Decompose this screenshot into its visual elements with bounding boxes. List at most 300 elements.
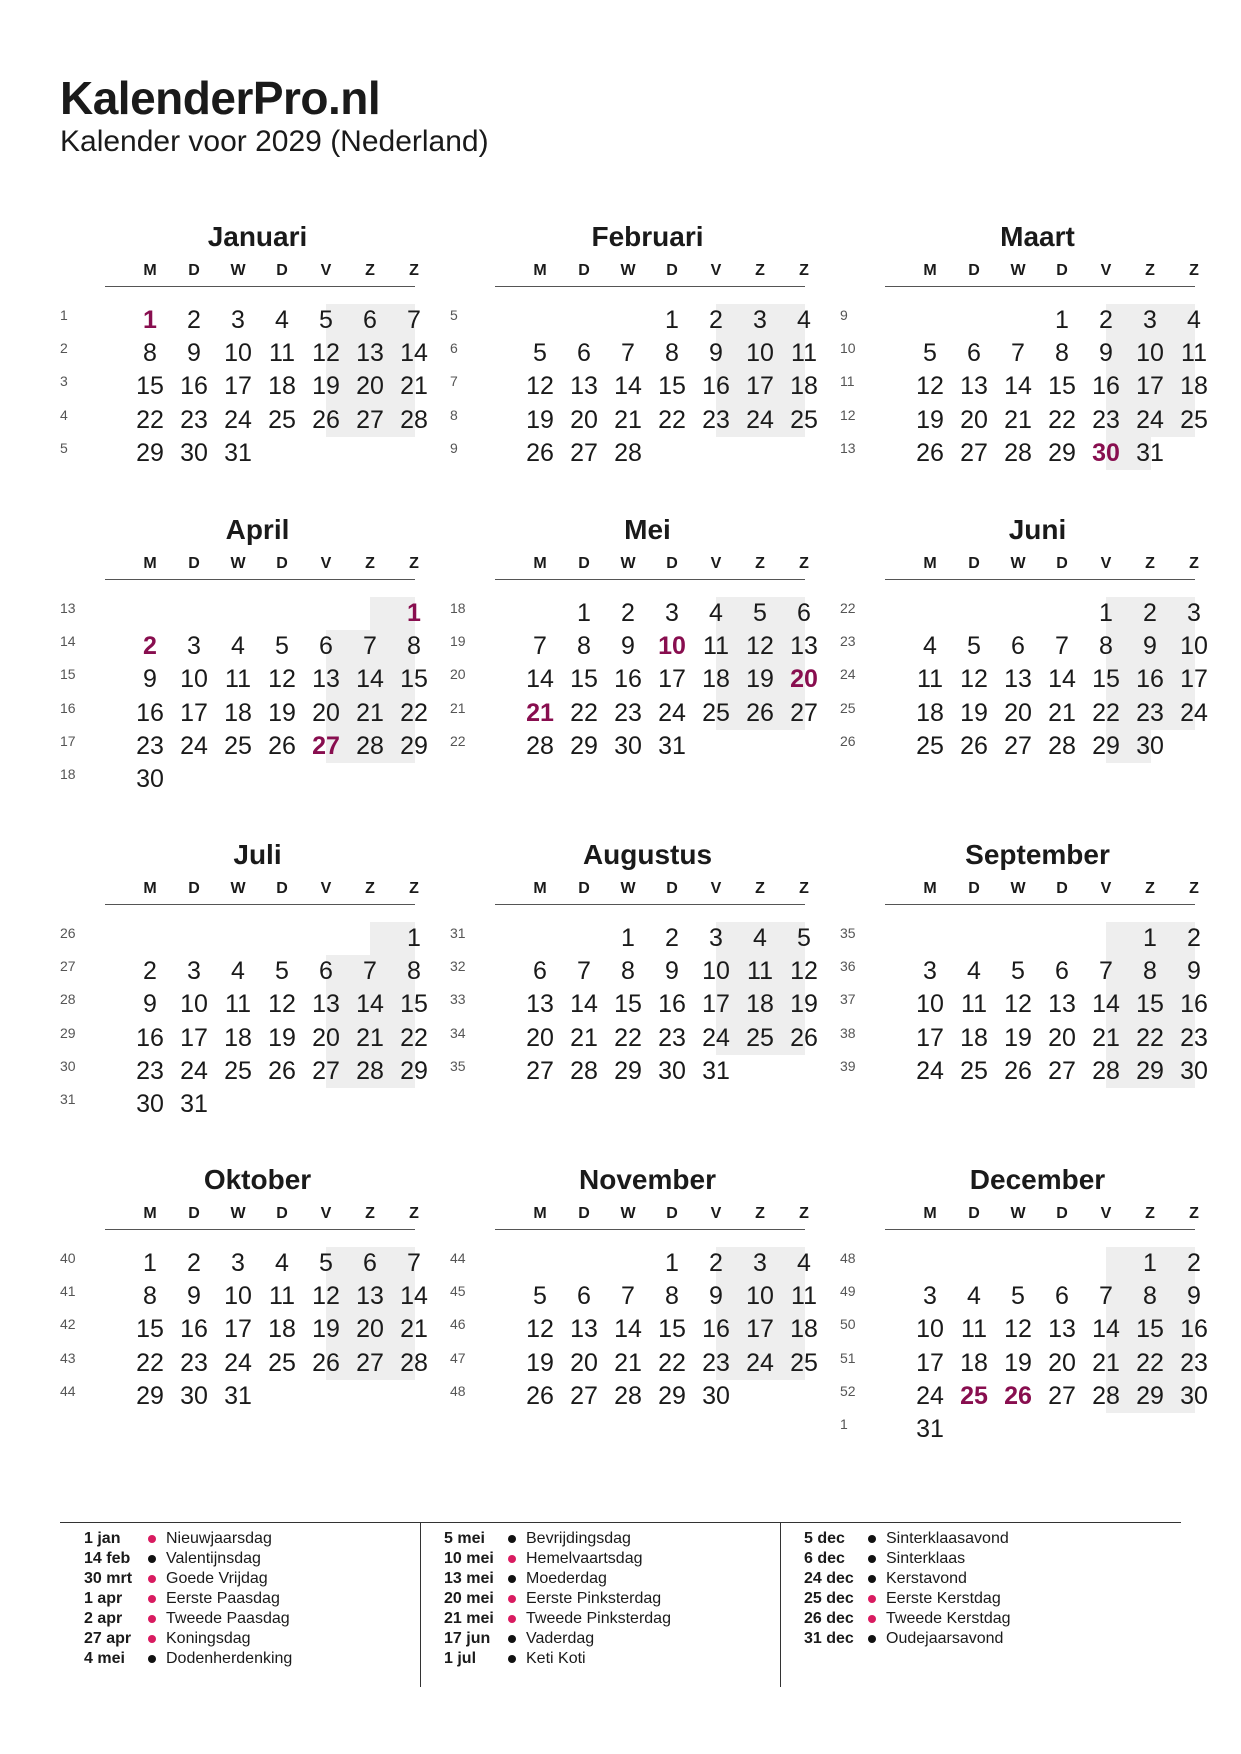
header-rule	[105, 286, 415, 287]
legend-name: Keti Koti	[526, 1650, 586, 1667]
day-cell: 18	[1180, 372, 1208, 401]
day-cell: 25	[268, 405, 296, 434]
weekday-header: D	[578, 1205, 590, 1222]
observance-dot-icon	[508, 1655, 516, 1663]
month-name: November	[579, 1164, 716, 1195]
day-cell: 22	[136, 1348, 164, 1377]
legend-date: 5 mei	[444, 1530, 485, 1547]
week-number: 32	[450, 958, 466, 975]
day-cell: 10	[1180, 632, 1208, 661]
day-cell: 5	[533, 1282, 547, 1311]
day-cell: 10	[916, 990, 944, 1019]
month-name: Oktober	[203, 1164, 312, 1195]
day-cell: 20	[790, 665, 818, 694]
day-cell: 4	[753, 924, 767, 952]
day-cell: 26	[1004, 1056, 1032, 1085]
day-cell: 16	[1136, 665, 1164, 694]
day-cell: 5	[533, 339, 547, 368]
day-cell: 4	[967, 957, 981, 986]
weekday-header: V	[320, 880, 332, 897]
day-cell: 4	[797, 1249, 811, 1277]
day-cell: 28	[1092, 1381, 1120, 1410]
day-cell: 14	[614, 1315, 642, 1344]
legend-item	[60, 1589, 400, 1609]
day-cell: 9	[709, 339, 723, 368]
day-cell: 6	[577, 339, 591, 368]
observance-dot-icon	[148, 1555, 156, 1563]
day-cell: 3	[665, 599, 679, 627]
header-rule	[105, 579, 415, 580]
day-cell: 3	[709, 924, 723, 952]
day-cell: 29	[1136, 1381, 1164, 1410]
month-name: December	[969, 1164, 1106, 1195]
weekday-header: D	[188, 555, 200, 572]
weekday-header: V	[710, 1205, 722, 1222]
day-cell: 13	[312, 990, 340, 1019]
day-cell: 23	[702, 1348, 730, 1377]
day-cell: 3	[187, 957, 201, 986]
weekday-header: D	[276, 555, 288, 572]
day-cell: 1	[665, 306, 679, 334]
day-cell: 8	[577, 632, 591, 661]
week-number: 27	[60, 958, 76, 975]
day-cell: 19	[268, 698, 296, 727]
day-cell: 29	[570, 731, 598, 760]
day-cell: 16	[702, 1315, 730, 1344]
weekday-header: M	[143, 555, 157, 572]
day-cell: 15	[1136, 1315, 1164, 1344]
day-cell: 26	[268, 1056, 296, 1085]
legend-date: 1 jan	[84, 1530, 121, 1547]
week-number: 11	[840, 373, 855, 390]
day-cell: 13	[356, 339, 384, 368]
legend-name: Valentijnsdag	[166, 1550, 261, 1567]
weekday-header: W	[620, 880, 636, 897]
legend-date: 14 feb	[84, 1550, 131, 1567]
weekday-header: W	[1010, 555, 1026, 572]
week-number: 42	[60, 1316, 76, 1333]
header-rule	[885, 1229, 1195, 1230]
day-cell: 19	[268, 1023, 296, 1052]
day-cell: 25	[1180, 405, 1208, 434]
weekday-header: V	[710, 555, 722, 572]
day-cell: 28	[356, 1056, 384, 1085]
day-cell: 8	[1143, 1282, 1157, 1311]
day-cell: 16	[180, 372, 208, 401]
day-cell: 26	[790, 1023, 818, 1052]
month-block	[840, 839, 1208, 1143]
day-cell: 26	[312, 405, 340, 434]
day-cell: 30	[614, 731, 642, 760]
day-cell: 5	[753, 599, 767, 627]
week-number: 5	[60, 439, 68, 456]
week-number: 5	[450, 307, 458, 323]
day-cell: 2	[665, 924, 679, 952]
day-cell: 25	[224, 731, 252, 760]
day-cell: 20	[570, 405, 598, 434]
public-holiday-dot-icon	[148, 1635, 156, 1643]
week-number: 24	[840, 666, 856, 683]
weekday-header: V	[320, 1205, 332, 1222]
month-block	[60, 514, 428, 818]
weekday-header: D	[1056, 1205, 1068, 1222]
day-cell: 20	[356, 372, 384, 401]
week-number: 20	[450, 666, 466, 683]
day-cell: 24	[1180, 698, 1208, 727]
day-cell: 4	[275, 1249, 289, 1277]
day-cell: 13	[1048, 990, 1076, 1019]
day-cell: 16	[1180, 1315, 1208, 1344]
week-number: 31	[60, 1091, 76, 1107]
day-cell: 21	[526, 698, 554, 727]
legend-item	[60, 1569, 400, 1589]
day-cell: 5	[319, 306, 333, 334]
day-cell: 19	[960, 698, 988, 727]
day-cell: 24	[224, 405, 252, 434]
day-cell: 15	[1092, 665, 1120, 694]
day-cell: 22	[1048, 405, 1076, 434]
day-cell: 18	[960, 1023, 988, 1052]
legend-column	[780, 1529, 1120, 1649]
day-cell: 4	[797, 306, 811, 334]
day-cell: 19	[790, 990, 818, 1019]
day-cell: 13	[1004, 665, 1032, 694]
legend-item	[60, 1629, 400, 1649]
legend-date: 24 dec	[804, 1570, 854, 1587]
day-cell: 5	[1011, 957, 1025, 986]
month-block	[450, 221, 818, 525]
legend-item	[420, 1589, 760, 1609]
day-cell: 18	[960, 1348, 988, 1377]
day-cell: 3	[231, 306, 245, 334]
day-cell: 26	[746, 698, 774, 727]
day-cell: 15	[400, 990, 428, 1019]
legend-name: Hemelvaartsdag	[526, 1550, 643, 1567]
day-cell: 11	[791, 1282, 817, 1311]
weekday-header: Z	[1189, 262, 1199, 279]
week-number: 35	[840, 925, 856, 941]
day-cell: 17	[224, 1315, 252, 1344]
day-cell: 14	[526, 665, 554, 694]
weekday-header: D	[1056, 262, 1068, 279]
month-block	[450, 1164, 818, 1468]
day-cell: 8	[143, 1282, 157, 1311]
week-number: 1	[60, 307, 68, 323]
day-cell: 29	[136, 438, 164, 467]
weekday-header: Z	[365, 262, 375, 279]
week-number: 13	[840, 439, 856, 456]
day-cell: 11	[703, 632, 729, 661]
weekday-header: Z	[1145, 555, 1155, 572]
day-cell: 17	[658, 665, 686, 694]
legend-item	[420, 1629, 760, 1649]
day-cell: 21	[570, 1023, 598, 1052]
week-number: 40	[60, 1250, 76, 1266]
day-cell: 2	[709, 306, 723, 334]
weekday-header: Z	[755, 880, 765, 897]
observance-dot-icon	[508, 1575, 516, 1583]
day-cell: 12	[916, 372, 944, 401]
weekday-header: D	[968, 262, 980, 279]
weekday-header: Z	[365, 555, 375, 572]
week-number: 39	[840, 1057, 856, 1074]
day-cell: 31	[180, 1090, 208, 1118]
day-cell: 24	[658, 698, 686, 727]
week-number: 7	[450, 373, 458, 390]
weekday-header: D	[276, 880, 288, 897]
day-cell: 5	[275, 632, 289, 661]
day-cell: 7	[363, 957, 377, 986]
day-cell: 28	[1004, 438, 1032, 467]
week-number: 8	[450, 406, 458, 423]
month-name: Augustus	[582, 839, 713, 870]
day-cell: 17	[180, 698, 208, 727]
legend-name: Tweede Paasdag	[166, 1610, 290, 1627]
day-cell: 5	[923, 339, 937, 368]
weekday-header: V	[1100, 262, 1112, 279]
legend-name: Kerstavond	[886, 1570, 967, 1587]
weekday-header: Z	[1145, 880, 1155, 897]
day-cell: 22	[1136, 1348, 1164, 1377]
day-cell: 22	[658, 405, 686, 434]
week-number: 43	[60, 1349, 76, 1366]
observance-dot-icon	[868, 1555, 876, 1563]
weekday-header: M	[533, 880, 547, 897]
week-number: 22	[450, 732, 466, 749]
month-block	[60, 839, 428, 1143]
day-cell: 23	[1180, 1348, 1208, 1377]
weekday-header: W	[230, 555, 246, 572]
day-cell: 28	[614, 1381, 642, 1410]
day-cell: 14	[356, 665, 384, 694]
day-cell: 21	[356, 698, 384, 727]
day-cell: 13	[960, 372, 988, 401]
day-cell: 17	[1136, 372, 1164, 401]
weekday-header: W	[620, 1205, 636, 1222]
day-cell: 4	[275, 306, 289, 334]
day-cell: 23	[658, 1023, 686, 1052]
weekday-header: Z	[799, 1205, 809, 1222]
day-cell: 13	[790, 632, 818, 661]
weekday-header: D	[276, 1205, 288, 1222]
day-cell: 18	[746, 990, 774, 1019]
day-cell: 10	[916, 1315, 944, 1344]
week-number: 34	[450, 1024, 466, 1041]
day-cell: 31	[658, 731, 686, 760]
day-cell: 14	[1048, 665, 1076, 694]
day-cell: 23	[1180, 1023, 1208, 1052]
day-cell: 9	[143, 665, 157, 694]
day-cell: 4	[967, 1282, 981, 1311]
day-cell: 3	[231, 1249, 245, 1277]
weekday-header: Z	[1189, 880, 1199, 897]
legend-date: 21 mei	[444, 1610, 494, 1627]
month-name: Maart	[1000, 221, 1075, 252]
day-cell: 18	[268, 1315, 296, 1344]
day-cell: 11	[961, 1315, 987, 1344]
month-name: Juni	[1008, 514, 1067, 545]
month-name: Mei	[624, 514, 671, 545]
weekday-header: D	[578, 262, 590, 279]
day-cell: 12	[1004, 1315, 1032, 1344]
day-cell: 16	[614, 665, 642, 694]
legend-name: Moederdag	[526, 1570, 607, 1587]
weekday-header: M	[143, 880, 157, 897]
day-cell: 24	[746, 1348, 774, 1377]
day-cell: 7	[621, 339, 635, 368]
day-cell: 11	[961, 990, 987, 1019]
day-cell: 29	[400, 1056, 428, 1085]
day-cell: 6	[577, 1282, 591, 1311]
weekday-header: V	[1100, 555, 1112, 572]
day-cell: 3	[753, 1249, 767, 1277]
day-cell: 1	[143, 306, 157, 334]
day-cell: 2	[187, 306, 201, 334]
day-cell: 7	[533, 632, 547, 661]
day-cell: 5	[967, 632, 981, 661]
week-number: 26	[60, 925, 76, 941]
weekday-header: Z	[1145, 1205, 1155, 1222]
week-number: 9	[840, 307, 848, 323]
day-cell: 11	[747, 957, 773, 986]
weekday-header: Z	[755, 1205, 765, 1222]
day-cell: 5	[319, 1249, 333, 1277]
day-cell: 23	[614, 698, 642, 727]
legend-name: Eerste Kerstdag	[886, 1590, 1001, 1607]
day-cell: 26	[960, 731, 988, 760]
observance-dot-icon	[868, 1535, 876, 1543]
day-cell: 25	[960, 1381, 988, 1410]
day-cell: 3	[1187, 599, 1201, 627]
observance-dot-icon	[868, 1635, 876, 1643]
month-name: Januari	[207, 221, 308, 252]
day-cell: 13	[526, 990, 554, 1019]
legend-name: Eerste Paasdag	[166, 1590, 280, 1607]
observance-dot-icon	[148, 1655, 156, 1663]
day-cell: 19	[312, 1315, 340, 1344]
legend-item	[60, 1649, 400, 1669]
day-cell: 15	[400, 665, 428, 694]
day-cell: 14	[1092, 990, 1120, 1019]
week-number: 51	[840, 1349, 856, 1366]
day-cell: 2	[709, 1249, 723, 1277]
day-cell: 1	[143, 1249, 157, 1277]
day-cell: 2	[1187, 1249, 1201, 1277]
day-cell: 28	[1048, 731, 1076, 760]
day-cell: 6	[1055, 957, 1069, 986]
weekday-header: Z	[799, 555, 809, 572]
day-cell: 7	[407, 306, 421, 334]
day-cell: 3	[1143, 306, 1157, 334]
public-holiday-dot-icon	[148, 1595, 156, 1603]
day-cell: 30	[1092, 438, 1120, 467]
legend-item	[780, 1549, 1120, 1569]
legend-date: 26 dec	[804, 1610, 854, 1627]
site-title: KalenderPro.nl	[60, 72, 381, 124]
legend-item	[780, 1589, 1120, 1609]
day-cell: 7	[1099, 1282, 1113, 1311]
day-cell: 25	[790, 405, 818, 434]
day-cell: 15	[570, 665, 598, 694]
day-cell: 27	[356, 405, 384, 434]
public-holiday-dot-icon	[508, 1615, 516, 1623]
weekday-header: W	[620, 262, 636, 279]
day-cell: 27	[312, 1056, 340, 1085]
weekday-header: M	[143, 262, 157, 279]
day-cell: 8	[407, 632, 421, 661]
weekday-header: M	[923, 262, 937, 279]
day-cell: 19	[916, 405, 944, 434]
day-cell: 9	[1187, 1282, 1201, 1311]
day-cell: 20	[570, 1348, 598, 1377]
day-cell: 17	[916, 1348, 944, 1377]
week-number: 25	[840, 699, 856, 716]
legend-item	[780, 1529, 1120, 1549]
day-cell: 9	[143, 990, 157, 1019]
legend-date: 30 mrt	[84, 1570, 133, 1587]
day-cell: 25	[268, 1348, 296, 1377]
day-cell: 10	[1136, 339, 1164, 368]
week-number: 22	[840, 600, 856, 616]
day-cell: 15	[658, 372, 686, 401]
day-cell: 1	[621, 924, 635, 952]
day-cell: 8	[621, 957, 635, 986]
day-cell: 3	[923, 1282, 937, 1311]
header-rule	[495, 286, 805, 287]
legend-item	[60, 1609, 400, 1629]
weekday-header: D	[666, 880, 678, 897]
day-cell: 19	[312, 372, 340, 401]
legend-date: 6 dec	[804, 1550, 845, 1567]
weekday-header: D	[968, 555, 980, 572]
weekday-header: Z	[409, 880, 419, 897]
day-cell: 7	[1099, 957, 1113, 986]
weekday-header: W	[230, 1205, 246, 1222]
week-number: 16	[60, 699, 76, 716]
week-number: 9	[450, 439, 458, 456]
month-block	[840, 221, 1208, 525]
legend-item	[420, 1569, 760, 1589]
header-rule	[885, 904, 1195, 905]
legend-name: Tweede Kerstdag	[886, 1610, 1011, 1627]
day-cell: 23	[136, 731, 164, 760]
day-cell: 27	[1048, 1381, 1076, 1410]
week-number: 36	[840, 958, 856, 975]
week-number: 2	[60, 340, 68, 357]
week-number: 37	[840, 991, 856, 1008]
day-cell: 13	[312, 665, 340, 694]
day-cell: 8	[407, 957, 421, 986]
day-cell: 25	[916, 731, 944, 760]
day-cell: 13	[570, 1315, 598, 1344]
legend-item	[780, 1569, 1120, 1589]
weekday-header: W	[230, 262, 246, 279]
day-cell: 11	[225, 665, 251, 694]
week-number: 10	[840, 340, 856, 357]
legend-name: Goede Vrijdag	[166, 1570, 268, 1587]
weekday-header: V	[710, 880, 722, 897]
weekday-header: Z	[365, 880, 375, 897]
day-cell: 16	[136, 698, 164, 727]
day-cell: 3	[187, 632, 201, 661]
month-block	[60, 1164, 428, 1468]
day-cell: 13	[570, 372, 598, 401]
legend-column	[60, 1529, 400, 1669]
day-cell: 11	[791, 339, 817, 368]
legend-item	[420, 1529, 760, 1549]
day-cell: 5	[1011, 1282, 1025, 1311]
day-cell: 18	[790, 1315, 818, 1344]
